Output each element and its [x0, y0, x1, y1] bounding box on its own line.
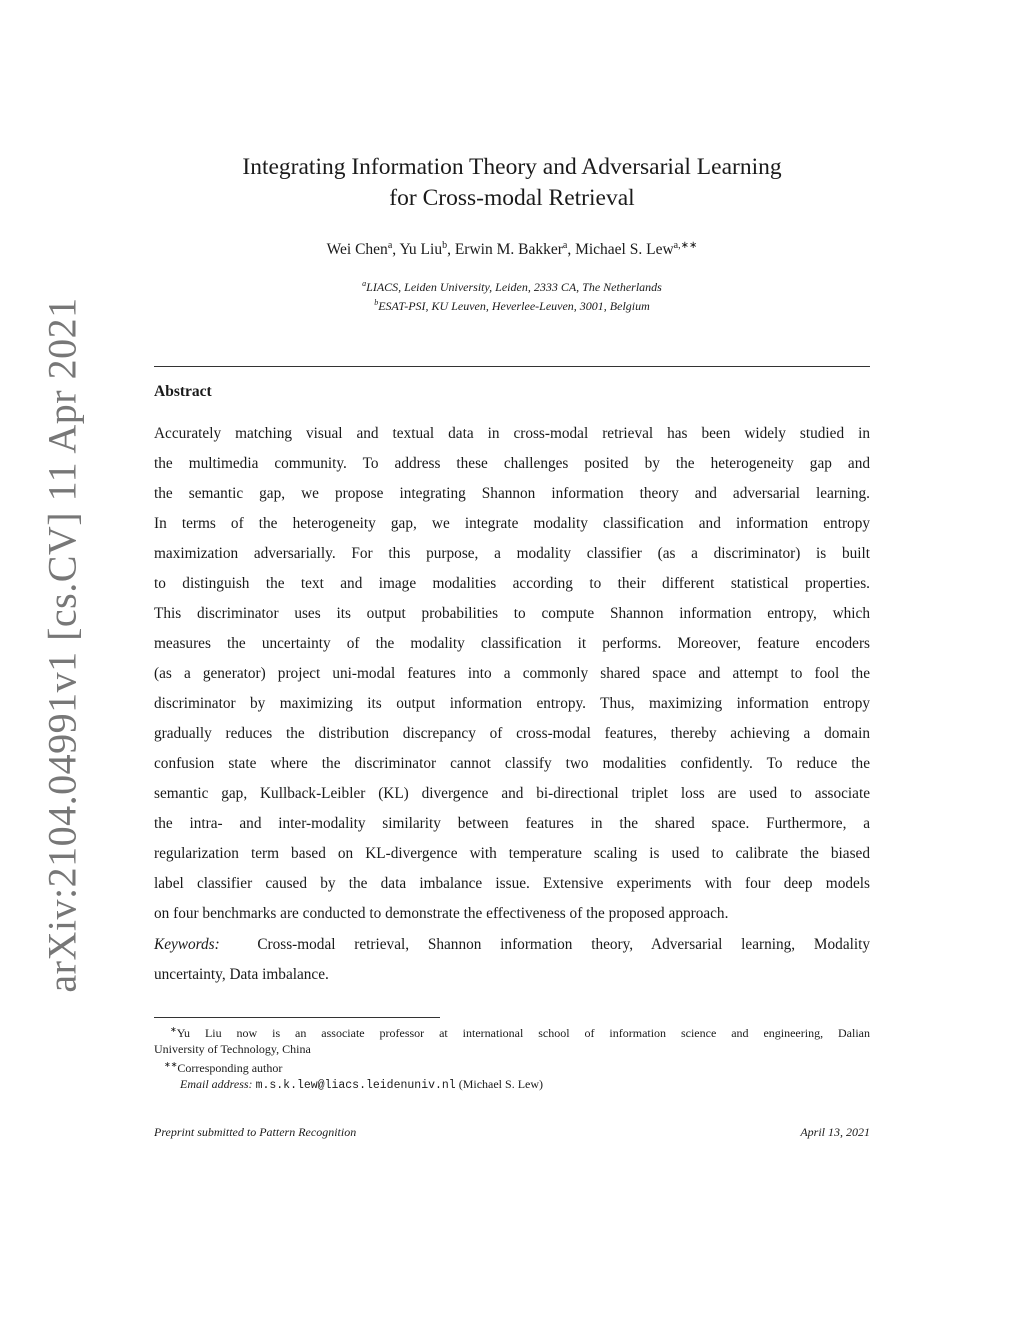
author-separator: ,: [392, 241, 400, 259]
abstract-line: semantic gap, Kullback-Leibler (KL) divergence and bi-directional triplet loss are used to associate: [154, 785, 870, 802]
abstract-body: [154, 419, 870, 929]
footnote-author-note: [154, 1022, 870, 1041]
footnote-mark: ∗: [170, 1025, 177, 1034]
author-affiliation-mark: b: [442, 240, 448, 251]
abstract-line: gradually reduces the distribution discrepancy of cross-modal features, thereby achieving a domain: [154, 725, 870, 742]
title-line-2: for Cross-modal Retrieval: [389, 185, 635, 211]
abstract-line: to distinguish the text and image modalities according to their different statistical properties.: [154, 575, 870, 592]
preprint-notice: Preprint submitted to Pattern Recognition: [154, 1125, 357, 1139]
footnote-rule: [154, 1017, 440, 1018]
keywords: [154, 930, 870, 990]
author-affiliation-mark: a,∗∗: [673, 240, 698, 251]
abstract-top-rule: [154, 366, 870, 367]
abstract-line: on four benchmarks are conducted to demonstrate the effectiveness of the proposed approach.: [154, 905, 729, 922]
author-separator: ,: [447, 241, 455, 259]
abstract-line: discriminator by maximizing its output information entropy. Thus, maximizing information entropy: [154, 695, 870, 712]
affiliations: [154, 276, 870, 314]
abstract-line: the intra- and inter-modality similarity between features in the shared space. Furthermore, a: [154, 815, 870, 832]
affiliation-text: ESAT-PSI, KU Leuven, Heverlee-Leuven, 3001, Belgium: [378, 299, 650, 313]
keywords-label: Keywords:: [154, 936, 220, 953]
footnote-text: Corresponding author: [177, 1061, 283, 1075]
affiliation-mark: b: [374, 298, 379, 307]
author-name: Wei Chen: [326, 241, 388, 259]
author-affiliation-mark: a: [562, 240, 568, 251]
footnote-author-note-continued: University of Technology, China: [154, 1042, 311, 1056]
footnote-email: [154, 1076, 870, 1094]
affiliation-line: [154, 276, 870, 295]
author-list: [154, 240, 870, 259]
paper-title: [154, 152, 870, 214]
footnote-corresponding: [154, 1057, 870, 1076]
author-name: Yu Liu: [399, 241, 443, 259]
email-label: Email address:: [180, 1077, 253, 1091]
keywords-line-2: uncertainty, Data imbalance.: [154, 966, 329, 983]
arxiv-identifier-stamp: arXiv:2104.04991v1 [cs.CV] 11 Apr 2021: [39, 297, 85, 993]
submission-date: April 13, 2021: [800, 1125, 870, 1139]
abstract-line: This discriminator uses its output probabilities to compute Shannon information entropy, which: [154, 605, 870, 622]
keywords-text: Cross-modal retrieval, Shannon information theory, Adversarial learning, Modality: [257, 936, 871, 953]
author-affiliation-mark: a: [387, 240, 393, 251]
abstract-line: measures the uncertainty of the modality classification it performs. Moreover, feature encoders: [154, 635, 870, 652]
keywords-line-1: [154, 930, 870, 960]
author-name: Erwin M. Bakker: [454, 241, 563, 259]
abstract-line: label classifier caused by the data imbalance issue. Extensive experiments with four deep models: [154, 875, 870, 892]
affiliation-mark: a: [362, 279, 367, 288]
abstract-line: maximization adversarially. For this purpose, a modality classifier (as a discriminator) is built: [154, 545, 870, 562]
email-owner: (Michael S. Lew): [458, 1077, 544, 1091]
title-line-1: Integrating Information Theory and Adversarial Learning: [242, 154, 782, 180]
footnote-mark: ∗∗: [164, 1060, 178, 1069]
abstract-line: (as a generator) project uni-modal features into a commonly shared space and attempt to fool the: [154, 665, 870, 682]
abstract-line: regularization term based on KL-divergence with temperature scaling is used to calibrate the biased: [154, 845, 870, 862]
footnote-text: Yu Liu now is an associate professor at international school of information science and engineering, Dalian: [176, 1026, 870, 1040]
email-address-link[interactable]: m.s.k.lew@liacs.leidenuniv.nl: [255, 1079, 456, 1092]
footnotes: [154, 1022, 870, 1094]
author-separator: ,: [567, 241, 576, 259]
abstract-line: the semantic gap, we propose integrating Shannon information theory and adversarial learning.: [154, 485, 870, 502]
author-name: Michael S. Lew: [575, 241, 674, 259]
abstract-line: In terms of the heterogeneity gap, we integrate modality classification and information entropy: [154, 515, 870, 532]
abstract-line: the multimedia community. To address these challenges posited by the heterogeneity gap and: [154, 455, 870, 472]
abstract-heading: Abstract: [154, 383, 212, 400]
affiliation-text: LIACS, Leiden University, Leiden, 2333 CA, The Netherlands: [366, 280, 662, 294]
abstract-line: Accurately matching visual and textual data in cross-modal retrieval has been widely studied in: [154, 425, 870, 442]
abstract-line: confusion state where the discriminator cannot classify two modalities confidently. To reduce the: [154, 755, 870, 772]
affiliation-line: [154, 295, 870, 314]
